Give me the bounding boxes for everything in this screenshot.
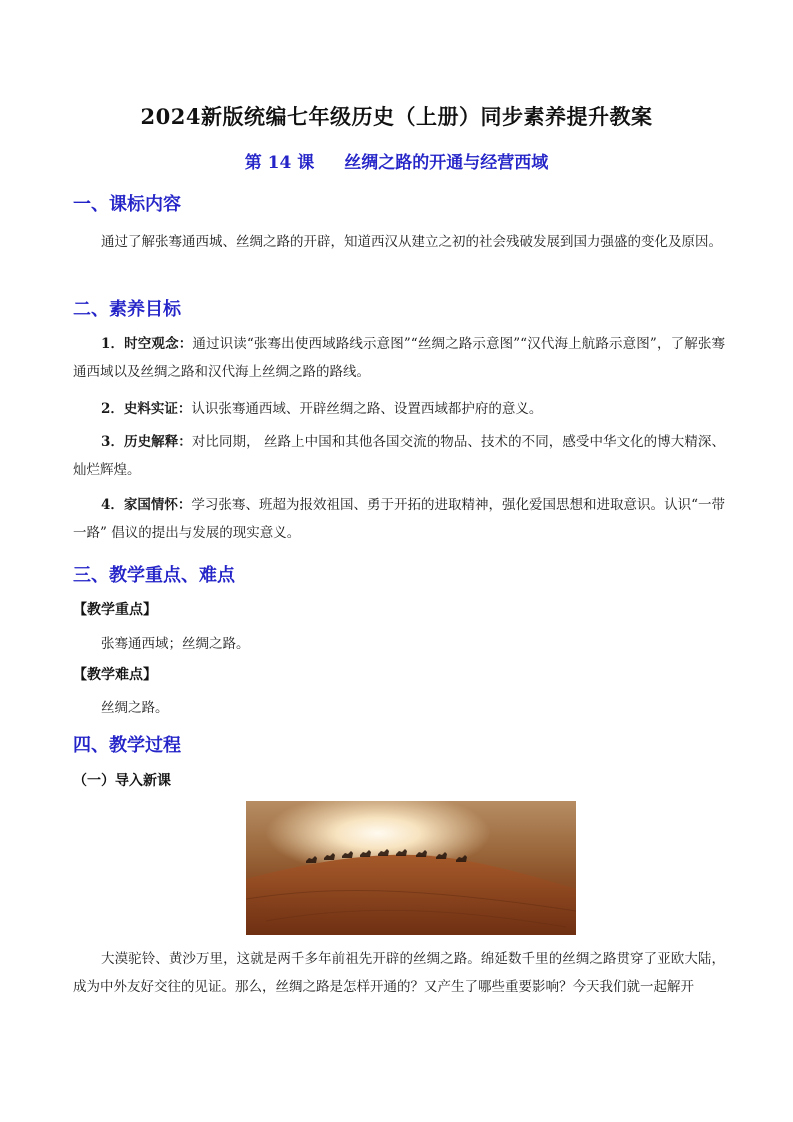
goal-item-text: 学习张骞、班超为报效祖国、勇于开拓的进取精神，强化爱国思想和进取意识。认识“一带一路” 倡议的提出与发展的现实意义。 xyxy=(73,497,725,541)
curriculum-paragraph: 通过了解张骞通西城、丝绸之路的开辟，知道西汉从建立之初的社会残破发展到国力强盛的变化及原因。 xyxy=(101,234,722,250)
lesson-number: 第 14 课 xyxy=(244,153,315,173)
subsection-heading-intro: （一）导入新课 xyxy=(73,773,171,789)
goal-item-1 xyxy=(73,330,725,386)
document-title: 2024新版统编七年级历史（上册）同步素养提升教案 xyxy=(140,104,653,129)
goal-item-2 xyxy=(73,395,725,423)
section-heading-curriculum: 一、课标内容 xyxy=(73,194,181,215)
goal-item-label: 1．时空观念： xyxy=(101,336,193,352)
goal-item-text: 认识张骞通西域、开辟丝绸之路、设置西域都护府的意义。 xyxy=(191,401,543,417)
intro-paragraph: 大漠驼铃、黄沙万里，这就是两千多年前祖先开辟的丝绸之路。绵延数千里的丝绸之路贯穿了亚欧大陆，成为中外友好交往的见证。那么，丝绸之路是怎样开通的？又产生了哪些重要影响？今天我们就一起解开 xyxy=(73,951,725,995)
lesson-name: 丝绸之路的开通与经营西域 xyxy=(344,153,549,173)
difficult-point-label: 【教学难点】 xyxy=(73,667,157,683)
goal-item-text: 对比同期， 丝路上中国和其他各国交流的物品、技术的不同，感受中华文化的博大精深、灿烂辉煌。 xyxy=(73,434,725,478)
section-heading-key-points: 三、教学重点、难点 xyxy=(73,565,235,586)
lesson-title xyxy=(0,148,793,173)
goal-item-label: 3．历史解释： xyxy=(101,434,192,450)
goal-item-3 xyxy=(73,428,725,484)
section-heading-goals: 二、素养目标 xyxy=(73,299,181,320)
goal-item-text: 通过识读“张骞出使西域路线示意图”“丝绸之路示意图”“汉代海上航路示意图”，了解张骞通西域以及丝绸之路和汉代海上丝绸之路的路线。 xyxy=(73,336,725,380)
key-point-label: 【教学重点】 xyxy=(73,602,157,618)
difficult-point-text: 丝绸之路。 xyxy=(101,700,169,716)
section-heading-process: 四、教学过程 xyxy=(73,735,181,756)
goal-item-4 xyxy=(73,491,725,547)
goal-item-label: 2．史料实证： xyxy=(101,401,192,417)
desert-camel-caravan-photo xyxy=(246,801,576,935)
key-point-text: 张骞通西域；丝绸之路。 xyxy=(101,636,250,652)
goal-item-label: 4．家国情怀： xyxy=(101,497,192,513)
desert-scene-graphic xyxy=(246,801,576,935)
